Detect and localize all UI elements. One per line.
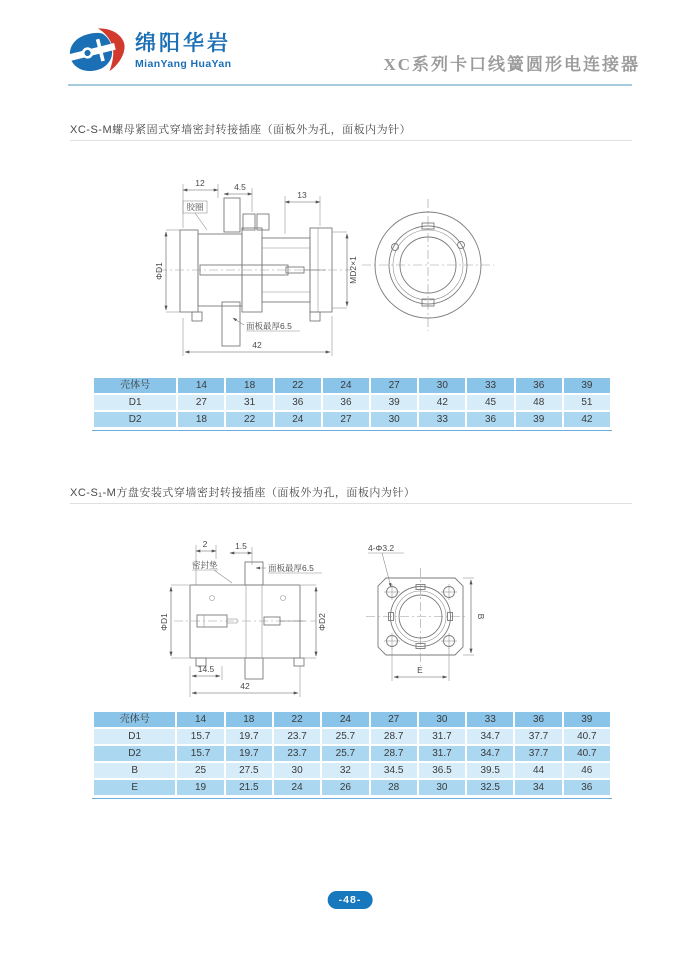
rubber-ring-label: 胶圈: [186, 202, 204, 212]
table-row: [94, 763, 610, 778]
value-cell: 28: [371, 780, 417, 795]
dim-label-d2: ΦD2: [317, 613, 327, 631]
value-cell: 18: [178, 412, 224, 427]
value-cell: 31.7: [419, 746, 465, 761]
section1-divider: [70, 140, 632, 141]
shell-size-cell: 18: [226, 378, 272, 393]
logo-text-cn: 绵阳华岩: [135, 32, 231, 56]
shell-size-cell: 39: [564, 712, 610, 727]
value-cell: 48: [516, 395, 562, 410]
value-cell: 36: [564, 780, 610, 795]
table-row: [94, 746, 610, 761]
value-cell: 26: [322, 780, 368, 795]
shell-size-cell: 18: [226, 712, 272, 727]
value-cell: 32: [322, 763, 368, 778]
value-cell: 27: [178, 395, 224, 410]
value-cell: 28.7: [371, 746, 417, 761]
dim-label-d1-2: ΦD1: [159, 613, 169, 631]
dim-label-2: 2: [202, 539, 208, 549]
value-cell: 34.7: [467, 746, 513, 761]
value-cell: 36: [323, 395, 369, 410]
value-cell: 40.7: [564, 746, 610, 761]
section2-divider: [70, 503, 632, 504]
shell-size-cell: 39: [564, 378, 610, 393]
shell-size-cell: 24: [322, 712, 368, 727]
value-cell: 36: [275, 395, 321, 410]
row-label: D1: [94, 395, 176, 410]
dim-label-b: B: [476, 613, 486, 620]
table-header-row: [94, 378, 610, 393]
shell-size-cell: 27: [371, 378, 417, 393]
value-cell: 25.7: [322, 746, 368, 761]
value-cell: 42: [419, 395, 465, 410]
shell-size-cell: 14: [178, 378, 224, 393]
seal-gasket-label: 密封垫: [192, 560, 218, 570]
spec-table-1: [92, 376, 612, 431]
table-corner-label: 壳体号: [94, 378, 176, 393]
row-label: E: [94, 780, 175, 795]
dim-label-42-2: 42: [240, 681, 250, 691]
panel-thickness-label-2: 面板最厚6.5: [268, 563, 314, 573]
value-cell: 30: [274, 763, 320, 778]
row-label: D2: [94, 746, 175, 761]
section2-technical-drawing: [0, 535, 700, 707]
value-cell: 25.7: [322, 729, 368, 744]
value-cell: 39.5: [467, 763, 513, 778]
section1-title: XC-S-M螺母紧固式穿墙密封转接插座（面板外为孔，面板内为针）: [70, 124, 412, 136]
dim-label-4-5: 4.5: [234, 182, 246, 192]
logo-text-en: MianYang HuaYan: [135, 57, 232, 70]
value-cell: 22: [226, 412, 272, 427]
company-logo: [68, 26, 231, 76]
document-title: XC系列卡口线簧圆形电连接器: [383, 55, 640, 74]
value-cell: 39: [516, 412, 562, 427]
value-cell: 24: [274, 780, 320, 795]
panel-thickness-label: 面板最厚6.5: [246, 321, 292, 331]
shell-size-cell: 36: [515, 712, 561, 727]
value-cell: 34: [515, 780, 561, 795]
shell-size-cell: 33: [467, 378, 513, 393]
value-cell: 30: [419, 780, 465, 795]
value-cell: 51: [564, 395, 610, 410]
value-cell: 19.7: [226, 746, 272, 761]
value-cell: 34.5: [371, 763, 417, 778]
value-cell: 45: [467, 395, 513, 410]
value-cell: 30: [371, 412, 417, 427]
section2-title: XC-S₁-M方盘安装式穿墙密封转接插座（面板外为孔，面板内为针）: [70, 487, 416, 499]
header-divider: [68, 84, 632, 86]
shell-size-cell: 22: [275, 378, 321, 393]
table-row: [94, 412, 610, 427]
value-cell: 36: [467, 412, 513, 427]
shell-size-cell: 30: [419, 378, 465, 393]
table-row: [94, 780, 610, 795]
value-cell: 34.7: [467, 729, 513, 744]
section1-technical-drawing: [0, 168, 700, 380]
dim-label-13: 13: [297, 190, 307, 200]
page-number-badge: -48-: [328, 891, 373, 909]
value-cell: 15.7: [177, 746, 223, 761]
value-cell: 31: [226, 395, 272, 410]
value-cell: 27.5: [226, 763, 272, 778]
dim-label-d1: ΦD1: [154, 262, 164, 280]
value-cell: 31.7: [419, 729, 465, 744]
row-label: B: [94, 763, 175, 778]
shell-size-cell: 14: [177, 712, 223, 727]
value-cell: 42: [564, 412, 610, 427]
table-row: [94, 729, 610, 744]
value-cell: 39: [371, 395, 417, 410]
shell-size-cell: 33: [467, 712, 513, 727]
value-cell: 46: [564, 763, 610, 778]
value-cell: 37.7: [515, 729, 561, 744]
spec-table-2: [92, 710, 612, 799]
value-cell: 32.5: [467, 780, 513, 795]
dim-label-12: 12: [195, 178, 205, 188]
value-cell: 36.5: [419, 763, 465, 778]
shell-size-cell: 22: [274, 712, 320, 727]
dim-label-1-5: 1.5: [235, 541, 247, 551]
value-cell: 40.7: [564, 729, 610, 744]
table-corner-label: 壳体号: [94, 712, 175, 727]
table-header-row: [94, 712, 610, 727]
shell-size-cell: 24: [323, 378, 369, 393]
dim-label-e: E: [417, 665, 423, 675]
shell-size-cell: 30: [419, 712, 465, 727]
value-cell: 19.7: [226, 729, 272, 744]
dim-label-42: 42: [252, 340, 262, 350]
shell-size-cell: 36: [516, 378, 562, 393]
value-cell: 19: [177, 780, 223, 795]
table-row: [94, 395, 610, 410]
dim-label-14-5: 14.5: [197, 664, 215, 674]
mounting-holes-label: 4-Φ3.2: [368, 543, 395, 553]
value-cell: 15.7: [177, 729, 223, 744]
value-cell: 21.5: [226, 780, 272, 795]
value-cell: 44: [515, 763, 561, 778]
row-label: D1: [94, 729, 175, 744]
value-cell: 23.7: [274, 729, 320, 744]
value-cell: 27: [323, 412, 369, 427]
value-cell: 25: [177, 763, 223, 778]
value-cell: 23.7: [274, 746, 320, 761]
company-logo-icon: [68, 26, 126, 76]
value-cell: 24: [275, 412, 321, 427]
value-cell: 37.7: [515, 746, 561, 761]
value-cell: 28.7: [371, 729, 417, 744]
value-cell: 33: [419, 412, 465, 427]
row-label: D2: [94, 412, 176, 427]
dim-label-thread: MD2×1: [348, 256, 358, 284]
shell-size-cell: 27: [371, 712, 417, 727]
